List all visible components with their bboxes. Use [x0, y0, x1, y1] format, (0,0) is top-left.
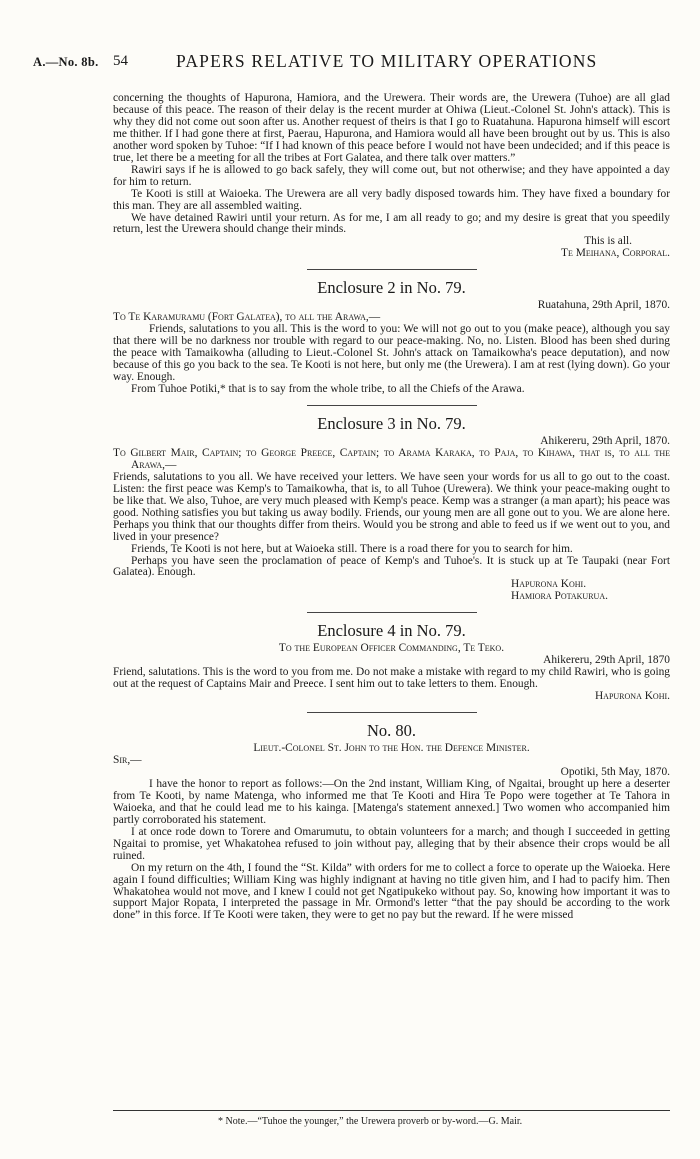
section-divider — [307, 712, 477, 713]
section-divider — [307, 612, 477, 613]
enclosure2-paragraph: Friends, salutations to you all. This is the word to you: We will not go out to you (make peace), although you say that there will be no darkness nor trouble with regard to our peace-making. No, no. Listen. Blood has been shed during the peace with Tamaikowha (alluding to Lieut.-Colonel St. John's attack on Tamaikowha's peace deputation), and now because of this go you back to the sea. Te Kooti is not here, but only me (the Urewera). I am at rest (lying down). Go your way. Enough. — [113, 323, 670, 384]
enclosure2-heading: Enclosure 2 in No. 79. — [317, 278, 466, 298]
no80-subheading: Lieut.-Colonel St. John to the Hon. the Defence Minister. — [253, 742, 530, 755]
enclosure4-subheading: To the European Officer Commanding, Te Teko. — [278, 642, 505, 655]
no80-place-date: Opotiki, 5th May, 1870. — [560, 765, 670, 778]
page-number: 54 — [113, 53, 128, 69]
running-title: PAPERS RELATIVE TO MILITARY OPERATIONS — [176, 51, 598, 71]
no80-paragraph: I at once rode down to Torere and Omarumutu, to obtain volunteers for a march; and though I succeeded in getting Ngaitai to promise, yet Whakatohea refused to join without pay, alleging that by their absence their crops would be all ruined. — [113, 825, 670, 862]
enclosure2-address: To Te Karamuramu (Fort Galatea), to all the Arawa,— — [113, 311, 381, 324]
letter1-closing: This is all. — [584, 235, 632, 248]
letter1-paragraph: concerning the thoughts of Hapurona, Hamiora, and the Urewera. Their words are, the Urewera (Tuhoe) are all glad because of this peace. The reason of their delay is the recent murder at Ohiwa (Lieut.-Colonel St. John's attack). This is why they did not come out soon after us. Another request of theirs is that I go to Ruatahuna. Hapurona himself will escort me thither. If I had gone there at first, Paerau, Hapurona, and Hamiora would all have been brought out by us. This is also another word spoken by Tuhoe: “If I had known of this peace before I would not have been undecided; and if this peace is true, let there be a meeting for all the tribes at Fort Galatea, and there talk over matters.” — [113, 92, 670, 164]
section-divider — [307, 269, 477, 270]
enclosure2-paragraph: From Tuhoe Potiki,* that is to say from the whole tribe, to all the Chiefs of the Arawa. — [131, 383, 525, 396]
no80-paragraph: I have the honor to report as follows:—On the 2nd instant, William King, of Ngaitai, brought up here a deserter from Te Kooti, by name Matenga, who informed me that Te Kooti and Hira Te Popo were together at Te Tahora in Waioeka, and that he could lead me to his kainga. [Matenga's statement annexed.] Two women who accompanied him partly corroborated his statement. — [113, 777, 670, 826]
paper-reference: A.—No. 8b. — [33, 55, 99, 69]
enclosure3-paragraph: Friends, salutations to you all. We have received your letters. We have seen your words for us all to go out to the coast. Listen: the first peace was Kemp's to Tamaikowha, that is, to all Tuhoe (Urewera). We think your peace-making ought to be like that. We also, Tuhoe, are very much pleased with Kemp's peace. Kemp was a stranger (a man apart); his peace was good. Nothing satisfies you but taking us away bodily. Friends, our young men are all gone out to you. We are alone here. Perhaps you think that our thoughts differ from theirs. Would you be strong and able to feed us if we went out to you, and lived in your presence? — [113, 470, 670, 543]
enclosure3-address: To Gilbert Mair, Captain; to George Preece, Captain; to Arama Karaka, to Paja, to Kihawa, that is, to all the Arawa,— — [113, 446, 670, 471]
document-body — [113, 93, 670, 922]
no80-salutation: Sir,— — [113, 754, 142, 767]
enclosure3-signature: Hapurona Kohi. — [511, 578, 587, 591]
no80-heading: No. 80. — [366, 721, 417, 741]
enclosure3-place-date: Ahikereru, 29th April, 1870. — [540, 434, 670, 447]
no80-paragraph: On my return on the 4th, I found the “St. Kilda” with orders for me to collect a force to operate up the Waioeka. Here again I found difficulties; William King was highly indignant at having no title given him, and I had to pacify him. Then Whakatohea would not move, and I knew I could not get Ngatipukeko without pay. So, knowing how important it was to support Major Ropata, I interpreted the passage in Mr. Ormond's letter “that the pay should be according to the work done” in this force. If Te Kooti were taken, they were to get no pay but the reward. If he were missed — [113, 861, 670, 922]
letter1-paragraph: We have detained Rawiri until your return. As for me, I am all ready to go; and my desire is great that you speedily return, lest the Urewera should change their minds. — [113, 211, 670, 236]
enclosure4-heading: Enclosure 4 in No. 79. — [317, 621, 466, 641]
enclosure3-heading: Enclosure 3 in No. 79. — [317, 413, 466, 433]
enclosure4-place-date: Ahikereru, 29th April, 1870 — [543, 654, 670, 667]
letter1-paragraph: Te Kooti is still at Waioeka. The Urewera are all very badly disposed towards him. They have fixed a boundary for this man. They are all assembled waiting. — [113, 187, 670, 212]
section-divider — [307, 405, 477, 406]
letter1-paragraph: Rawiri says if he is allowed to go back safely, they will come out, but not otherwise; and they have appointed a day for him to return. — [113, 163, 670, 188]
enclosure3-paragraph: Perhaps you have seen the proclamation of peace of Kemp's and Tuhoe's. It is stuck up at Te Taupaki (near Fort Galatea). Enough. — [113, 554, 670, 579]
footnote: * Note.—“Tuhoe the younger,” the Urewera proverb or by-word.—G. Mair. — [218, 1116, 523, 1127]
letter1-signature: Te Meihana, Corporal. — [561, 247, 670, 260]
enclosure3-paragraph: Friends, Te Kooti is not here, but at Waioeka still. There is a road there for you to search for him. — [131, 542, 573, 555]
enclosure2-place-date: Ruatahuna, 29th April, 1870. — [537, 299, 670, 312]
enclosure4-paragraph: Friend, salutations. This is the word to you from me. Do not make a mistake with regard to my child Rawiri, who is going out at the request of Captains Mair and Preece. I sent him out to take letters to them. Enough. — [113, 666, 670, 691]
enclosure4-signature: Hapurona Kohi. — [594, 690, 670, 703]
enclosure3-signature: Hamiora Potakurua. — [511, 590, 608, 603]
footnote-rule — [113, 1110, 670, 1111]
